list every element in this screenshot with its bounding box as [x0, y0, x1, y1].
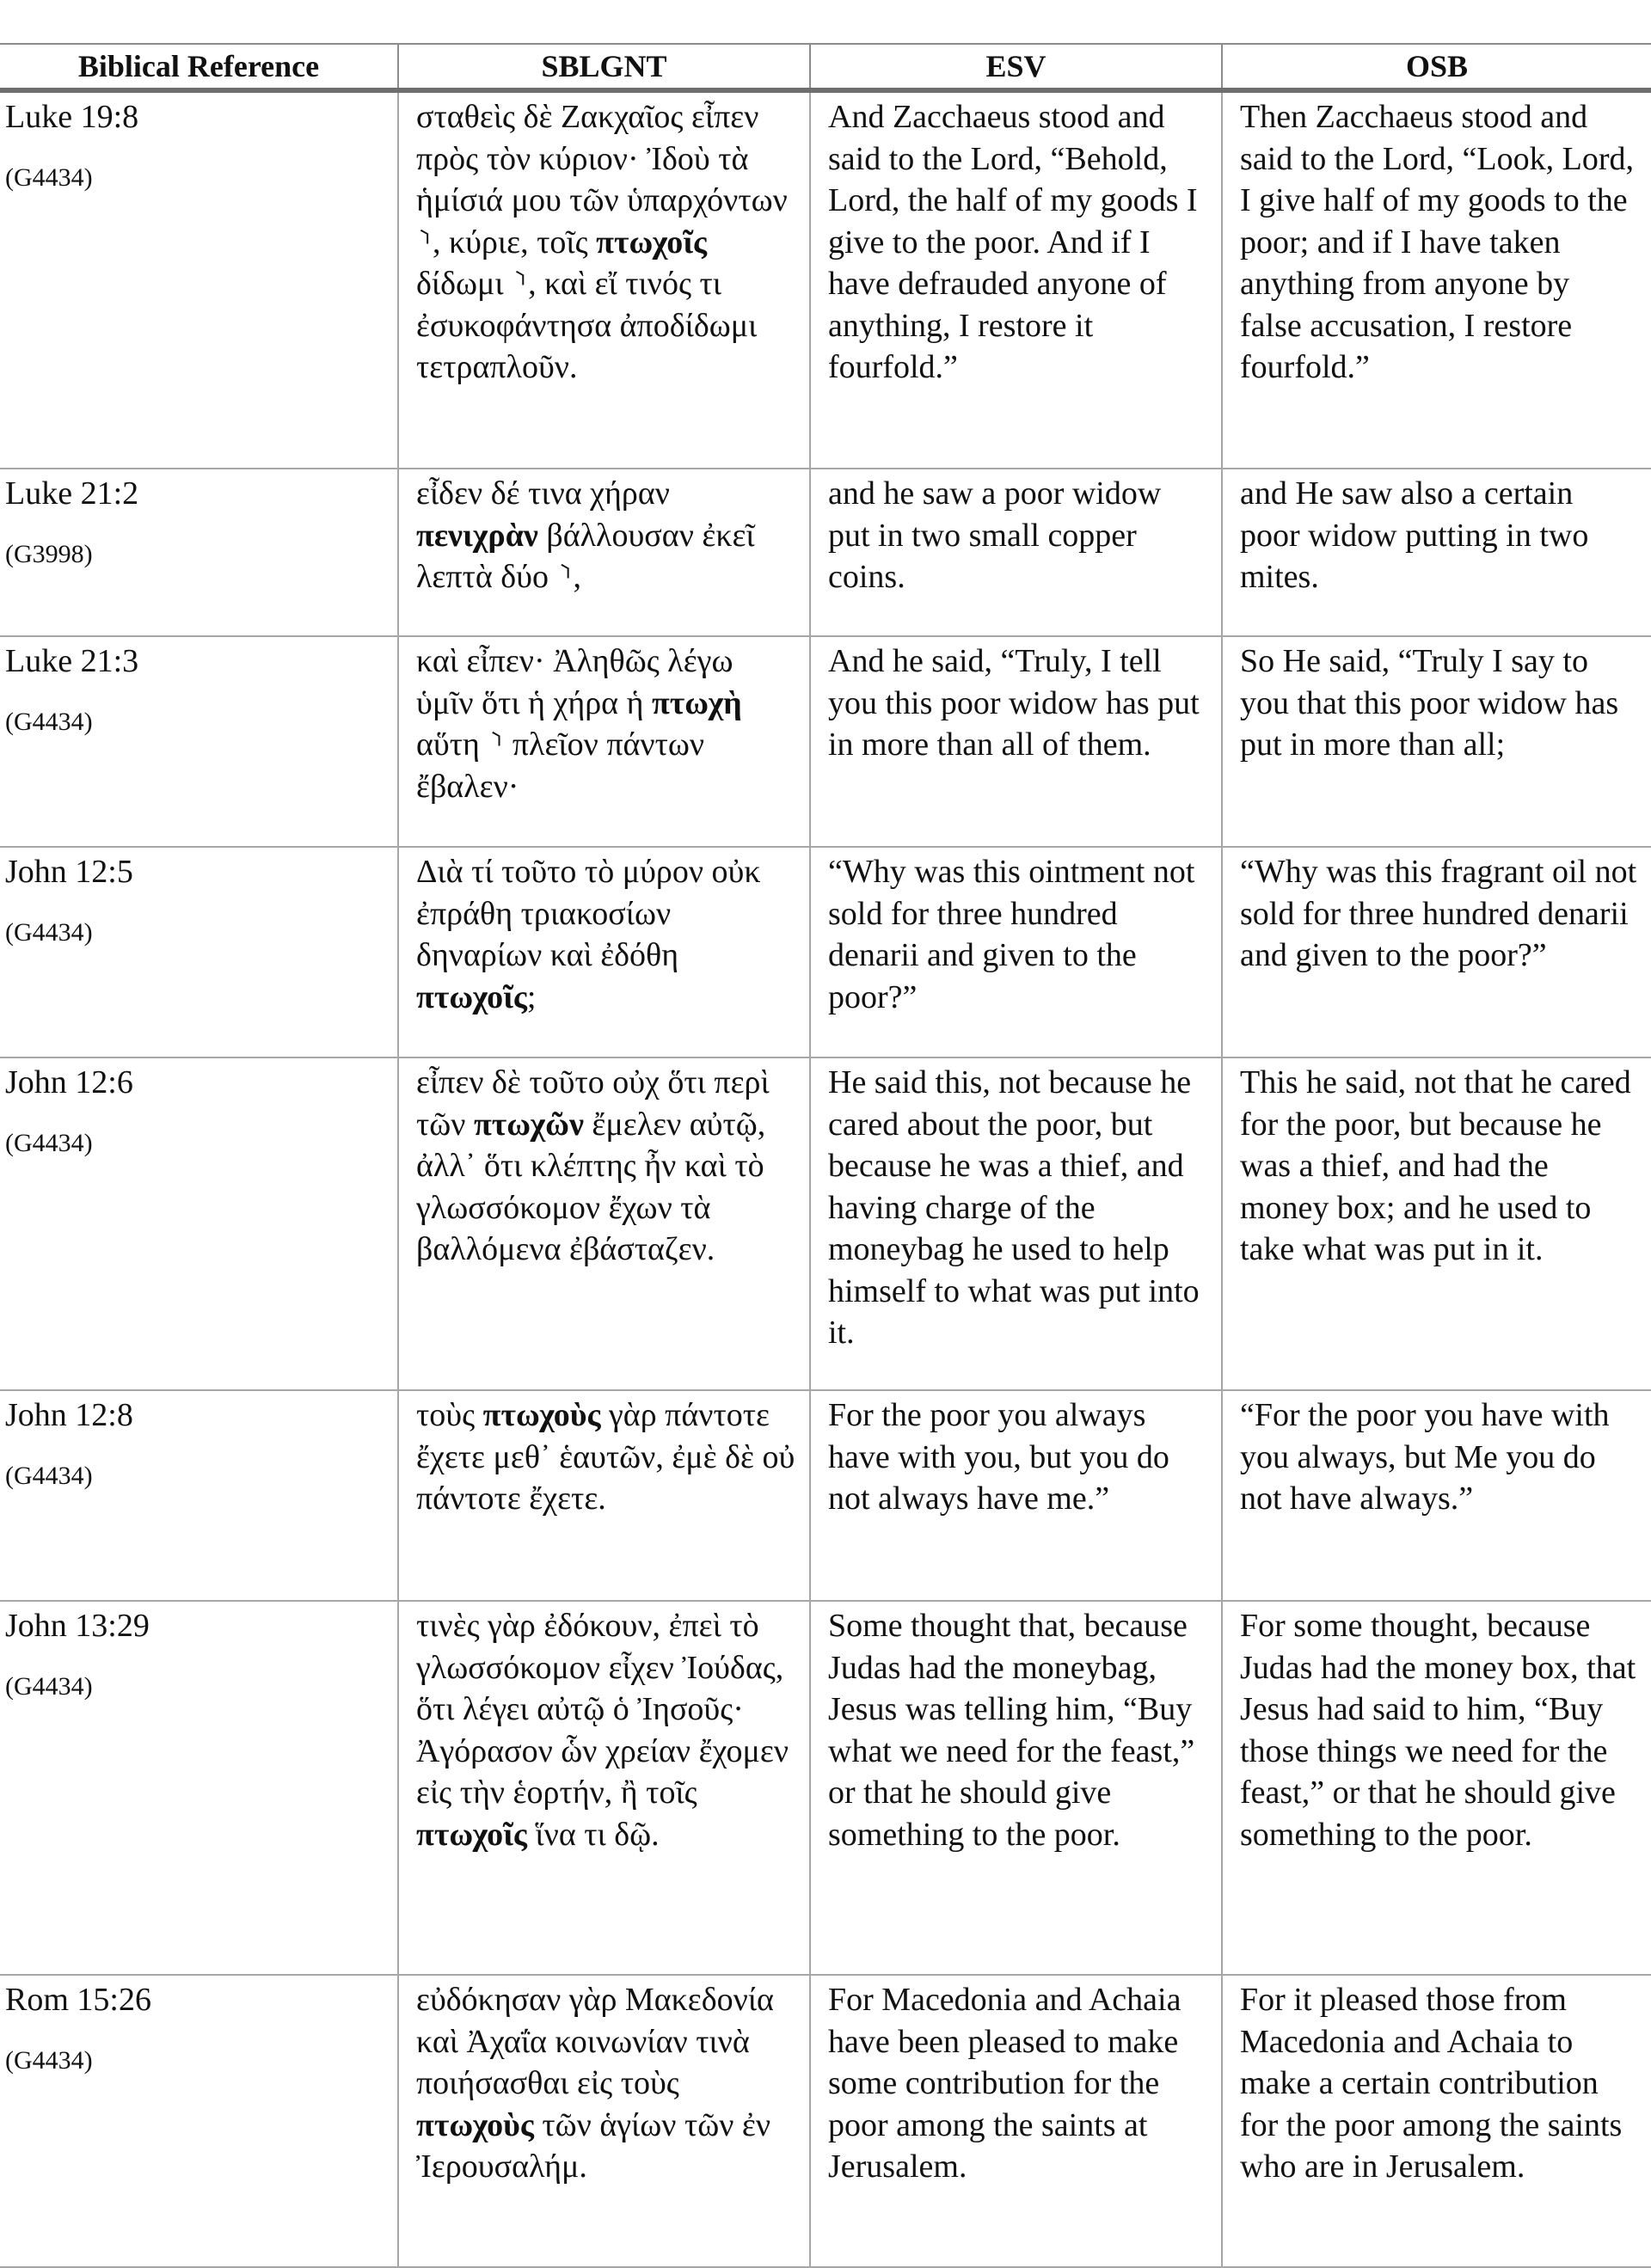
greek-text: ; [526, 978, 537, 1015]
keyword-highlight: πτωχοῖς [596, 224, 708, 261]
sblgnt-cell [398, 847, 810, 1057]
strongs-number: (G4434) [5, 1671, 93, 1701]
sblgnt-cell [398, 469, 810, 636]
keyword-highlight: πτωχοῖς [416, 978, 527, 1015]
greek-text: σταθεὶς δὲ Ζακχαῖος εἶπεν πρὸς τὸν κύριον· Ἰδοὺ τὰ ἡμίσιά μου τῶν ὑπαρχόντων ⸃, κύριε, τοῖς [416, 99, 788, 261]
verse-reference: John 12:8 [5, 1397, 133, 1433]
header-esv: ESV [810, 44, 1222, 90]
esv-cell: and he saw a poor widow put in two small copper coins. [810, 469, 1222, 636]
table-row [0, 1601, 1651, 1975]
sblgnt-cell [398, 1057, 810, 1390]
sblgnt-cell [398, 1390, 810, 1601]
header-biblical-reference: Biblical Reference [0, 44, 398, 90]
esv-cell: “Why was this ointment not sold for three hundred denarii and given to the poor?” [810, 847, 1222, 1057]
greek-text: ἵνα τι δῷ. [526, 1816, 660, 1853]
verse-comparison-table [0, 43, 1651, 2268]
greek-text: ἔμελεν αὐτῷ, ἀλλ᾽ ὅτι κλέπτης ἦν καὶ τὸ γλωσσόκομον ἔχων τὰ βαλλόμενα ἐβάσταζεν. [416, 1106, 766, 1267]
osb-cell: So He said, “Truly I say to you that this poor widow has put in more than all; [1222, 636, 1651, 847]
sblgnt-cell [398, 90, 810, 469]
keyword-highlight: πτωχοὺς [416, 2106, 534, 2143]
header-row [0, 44, 1651, 90]
table-row [0, 1390, 1651, 1601]
sblgnt-cell [398, 1975, 810, 2267]
osb-cell: “For the poor you have with you always, but Me you do not have always.” [1222, 1390, 1651, 1601]
esv-cell: Some thought that, because Judas had the moneybag, Jesus was telling him, “Buy what we need for the feast,” or that he should give something to the poor. [810, 1601, 1222, 1975]
greek-text: Διὰ τί τοῦτο τὸ μύρον οὐκ ἐπράθη τριακοσίων δηναρίων καὶ ἐδόθη [416, 854, 761, 973]
esv-cell: For Macedonia and Achaia have been pleased to make some contribution for the poor among the saints at Jerusalem. [810, 1975, 1222, 2267]
sblgnt-cell [398, 1601, 810, 1975]
verse-reference: John 12:6 [5, 1064, 133, 1100]
strongs-number: (G4434) [5, 1128, 93, 1157]
greek-text: τῶν ἁγίων τῶν ἐν Ἰερουσαλήμ. [416, 2106, 771, 2185]
reference-cell [0, 636, 398, 847]
greek-text: βάλλουσαν ἐκεῖ λεπτὰ δύο ⸃, [416, 517, 755, 595]
osb-cell: “Why was this fragrant oil not sold for three hundred denarii and given to the poor?” [1222, 847, 1651, 1057]
keyword-highlight: πενιχρὰν [416, 517, 538, 554]
strongs-number: (G4434) [5, 1461, 93, 1490]
keyword-highlight: πτωχοὺς [482, 1397, 601, 1433]
strongs-number: (G3998) [5, 539, 93, 568]
greek-text: δίδωμι ⸃, καὶ εἴ τινός τι ἐσυκοφάντησα ἀποδίδωμι τετραπλοῦν. [416, 266, 758, 385]
reference-cell [0, 1601, 398, 1975]
osb-cell: For some thought, because Judas had the money box, that Jesus had said to him, “Buy those things we need for the feast,” or that he should give something to the poor. [1222, 1601, 1651, 1975]
esv-cell: And Zacchaeus stood and said to the Lord, “Behold, Lord, the half of my goods I give to the poor. And if I have defrauded anyone of anything, I restore it fourfold.” [810, 90, 1222, 469]
verse-reference: John 13:29 [5, 1608, 150, 1644]
greek-text: εἶδεν δέ τινα χήραν [416, 475, 670, 512]
verse-reference: John 12:5 [5, 854, 133, 890]
greek-text: καὶ εἶπεν· Ἀληθῶς λέγω ὑμῖν ὅτι ἡ χήρα ἡ [416, 643, 733, 721]
verse-reference: Luke 21:3 [5, 643, 139, 679]
strongs-number: (G4434) [5, 2045, 93, 2075]
esv-cell: And he said, “Truly, I tell you this poor widow has put in more than all of them. [810, 636, 1222, 847]
table-row [0, 1057, 1651, 1390]
reference-cell [0, 1057, 398, 1390]
osb-cell: For it pleased those from Macedonia and Achaia to make a certain contribution for the poor among the saints who are in Jerusalem. [1222, 1975, 1651, 2267]
table-row [0, 1975, 1651, 2267]
reference-cell [0, 847, 398, 1057]
greek-text: εὐδόκησαν γὰρ Μακεδονία καὶ Ἀχαΐα κοινωνίαν τινὰ ποιήσασθαι εἰς τοὺς [416, 1982, 774, 2101]
strongs-number: (G4434) [5, 162, 93, 192]
osb-cell: and He saw also a certain poor widow putting in two mites. [1222, 469, 1651, 636]
reference-cell [0, 1975, 398, 2267]
keyword-highlight: πτωχῶν [473, 1106, 584, 1143]
osb-cell: This he said, not that he cared for the poor, but because he was a thief, and had the money box; and he used to take what was put in it. [1222, 1057, 1651, 1390]
reference-cell [0, 90, 398, 469]
greek-text: αὕτη ⸃ πλεῖον πάντων ἔβαλεν· [416, 726, 705, 805]
table-row [0, 636, 1651, 847]
table-row [0, 847, 1651, 1057]
greek-text: τινὲς γὰρ ἐδόκουν, ἐπεὶ τὸ γλωσσόκομον εἶχεν Ἰούδας, ὅτι λέγει αὐτῷ ὁ Ἰησοῦς· Ἀγόρασον ὧν χρείαν ἔχομεν εἰς τὴν ἑορτήν, ἢ τοῖς [416, 1608, 789, 1811]
verse-reference: Luke 19:8 [5, 99, 139, 135]
greek-text: γὰρ πάντοτε ἔχετε μεθ᾽ ἑαυτῶν, ἐμὲ δὲ οὐ πάντοτε ἔχετε. [416, 1397, 795, 1517]
strongs-number: (G4434) [5, 917, 93, 947]
esv-cell: For the poor you always have with you, but you do not always have me.” [810, 1390, 1222, 1601]
esv-cell: He said this, not because he cared about the poor, but because he was a thief, and having charge of the moneybag he used to help himself to what was put into it. [810, 1057, 1222, 1390]
verse-reference: Rom 15:26 [5, 1982, 151, 2018]
header-osb: OSB [1222, 44, 1651, 90]
strongs-number: (G4434) [5, 707, 93, 736]
osb-cell: Then Zacchaeus stood and said to the Lord, “Look, Lord, I give half of my goods to the poor; and if I have taken anything from anyone by false accusation, I restore fourfold.” [1222, 90, 1651, 469]
reference-cell [0, 469, 398, 636]
keyword-highlight: πτωχὴ [651, 684, 742, 721]
sblgnt-cell [398, 636, 810, 847]
reference-cell [0, 1390, 398, 1601]
verse-reference: Luke 21:2 [5, 475, 139, 512]
table-row [0, 469, 1651, 636]
keyword-highlight: πτωχοῖς [416, 1816, 527, 1853]
greek-text: τοὺς [416, 1397, 483, 1433]
greek-text: εἶπεν δὲ τοῦτο οὐχ ὅτι περὶ τῶν [416, 1064, 770, 1143]
table-row [0, 90, 1651, 469]
header-sblgnt: SBLGNT [398, 44, 810, 90]
